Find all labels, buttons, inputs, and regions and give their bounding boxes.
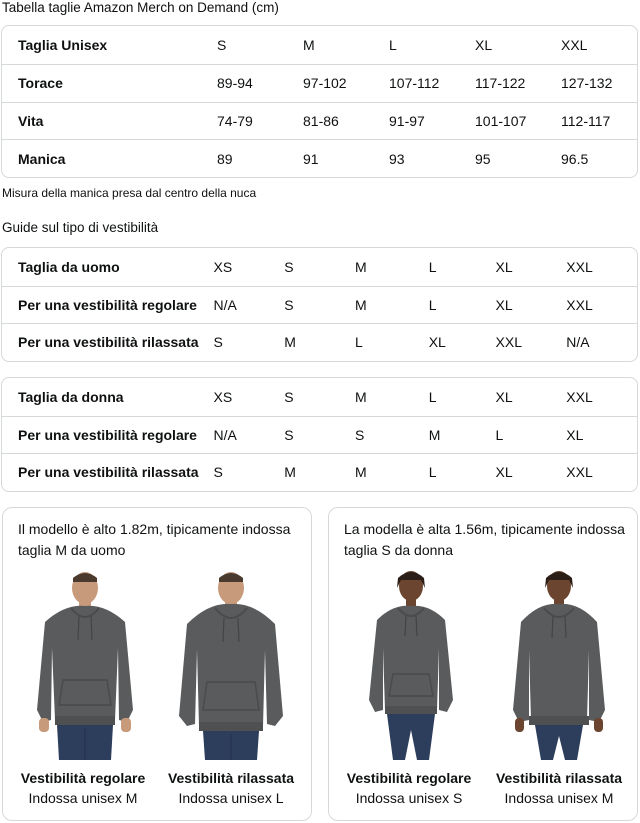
fit-title: Vestibilità rilassata <box>167 770 295 786</box>
table-cell: M <box>303 36 315 53</box>
table-cell: XS <box>213 258 233 275</box>
table-cell: 112-117 <box>561 112 611 129</box>
fit-title: Vestibilità rilassata <box>495 770 623 786</box>
row-header: Per una vestibilità rilassata <box>18 334 199 351</box>
table-cell: M <box>428 426 441 443</box>
male-model-photos <box>3 570 311 760</box>
table-cell: 95 <box>475 150 491 167</box>
table-cell: S <box>284 388 294 405</box>
table-cell: XL <box>566 426 584 443</box>
table-cell: S <box>213 334 223 351</box>
table-cell: 74-79 <box>217 112 253 129</box>
table-cell: L <box>428 296 437 313</box>
male-model-description: Il modello è alto 1.82m, tipicamente indossa taglia M da uomo <box>18 521 291 558</box>
table-cell: L <box>428 464 437 481</box>
table-cell: XL <box>495 296 513 313</box>
table-cell: 91 <box>303 150 319 167</box>
table-row <box>2 378 637 416</box>
fit-title: Vestibilità regolare <box>20 770 146 786</box>
row-header: Taglia da uomo <box>18 258 120 275</box>
size-chart-table <box>1 25 638 178</box>
table-cell: M <box>355 296 367 313</box>
table-cell: 117-122 <box>475 75 526 92</box>
table-cell: S <box>284 258 294 275</box>
table-cell: M <box>284 464 296 481</box>
table-cell: 127-132 <box>561 75 613 92</box>
table-cell: 96.5 <box>561 150 589 167</box>
table-cell: L <box>495 426 504 443</box>
male-regular-fit-photo <box>15 570 155 760</box>
table-cell: XXL <box>566 464 593 481</box>
row-header: Vita <box>18 112 44 129</box>
table-row <box>2 453 637 491</box>
fit-guide-title: Guide sul tipo di vestibilità <box>2 220 159 235</box>
row-header: Per una vestibilità rilassata <box>18 464 199 481</box>
fit-size: Indossa unisex L <box>178 790 284 806</box>
female-regular-fit-photo <box>341 570 481 760</box>
table-cell: M <box>355 258 367 275</box>
male-relaxed-fit-photo <box>161 570 301 760</box>
size-chart-title: Tabella taglie Amazon Merch on Demand (cm) <box>2 0 279 15</box>
table-cell: N/A <box>213 296 237 313</box>
table-cell: S <box>355 426 365 443</box>
table-cell: XXL <box>566 388 593 405</box>
table-row <box>2 286 637 324</box>
female-model-photos <box>329 570 637 760</box>
row-header: Per una vestibilità regolare <box>18 296 197 313</box>
sleeve-note: Misura della manica presa dal centro della nuca <box>2 186 257 200</box>
table-cell: L <box>428 258 437 275</box>
table-row <box>2 323 637 361</box>
table-cell: 91-97 <box>389 112 425 129</box>
table-row <box>2 102 637 140</box>
table-cell: XS <box>213 388 233 405</box>
female-relaxed-fit-photo <box>489 570 629 760</box>
table-row <box>2 139 637 177</box>
table-cell: XL <box>495 258 513 275</box>
table-row <box>2 416 637 454</box>
table-cell: XXL <box>495 334 522 351</box>
fit-size: Indossa unisex M <box>28 790 138 806</box>
male-regular-fit-caption <box>8 770 158 806</box>
table-cell: 97-102 <box>303 75 347 92</box>
table-row <box>2 64 637 102</box>
table-cell: 107-112 <box>389 75 440 92</box>
table-cell: S <box>217 36 227 53</box>
row-header: Taglia da donna <box>18 388 124 405</box>
table-cell: XL <box>428 334 446 351</box>
female-regular-fit-caption <box>334 770 484 806</box>
table-cell: 89-94 <box>217 75 253 92</box>
table-cell: N/A <box>566 334 590 351</box>
table-cell: 89 <box>217 150 233 167</box>
men-fit-table <box>1 247 638 362</box>
table-cell: S <box>213 464 223 481</box>
table-cell: XXL <box>566 258 593 275</box>
row-header: Taglia Unisex <box>18 36 108 53</box>
table-cell: XL <box>475 36 493 53</box>
fit-size: Indossa unisex M <box>504 790 614 806</box>
table-cell: S <box>284 426 294 443</box>
table-cell: 101-107 <box>475 112 527 129</box>
table-cell: L <box>389 36 397 53</box>
table-cell: XXL <box>566 296 593 313</box>
female-model-card <box>328 507 638 821</box>
table-cell: M <box>355 464 367 481</box>
table-cell: 81-86 <box>303 112 339 129</box>
table-cell: L <box>428 388 437 405</box>
row-header: Torace <box>18 75 63 92</box>
table-cell: M <box>284 334 296 351</box>
table-cell: M <box>355 388 367 405</box>
table-cell: XXL <box>561 36 588 53</box>
women-fit-table <box>1 377 638 492</box>
row-header: Manica <box>18 150 66 167</box>
table-cell: S <box>284 296 294 313</box>
table-cell: XL <box>495 464 513 481</box>
fit-title: Vestibilità regolare <box>346 770 472 786</box>
male-model-card <box>2 507 312 821</box>
female-relaxed-fit-caption <box>484 770 634 806</box>
male-relaxed-fit-caption <box>156 770 306 806</box>
table-cell: 93 <box>389 150 405 167</box>
row-header: Per una vestibilità regolare <box>18 426 197 443</box>
female-model-description: La modella è alta 1.56m, tipicamente indossa taglia S da donna <box>344 521 625 558</box>
table-row <box>2 26 637 64</box>
fit-size: Indossa unisex S <box>355 790 463 806</box>
table-cell: L <box>355 334 363 351</box>
table-row <box>2 248 637 286</box>
table-cell: XL <box>495 388 513 405</box>
table-cell: N/A <box>213 426 237 443</box>
